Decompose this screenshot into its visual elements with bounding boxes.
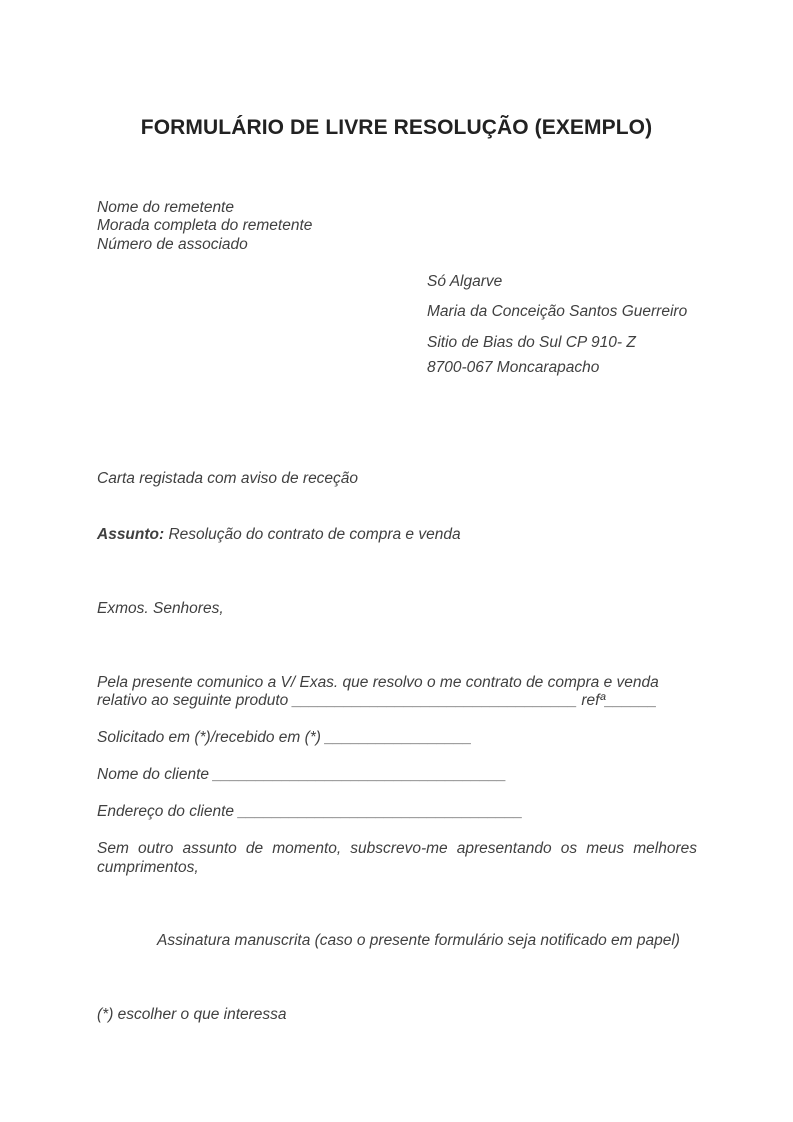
greeting: Exmos. Senhores, — [97, 600, 224, 617]
sender-name: Nome do remetente — [97, 199, 234, 216]
subject-label: Assunto: — [97, 526, 165, 543]
body-line-2: relativo ao seguinte produto _________________________________ refª______ — [97, 692, 657, 709]
recipient-name: Maria da Conceição Santos Guerreiro — [427, 303, 688, 320]
subject-line — [97, 526, 461, 545]
sender-address: Morada completa do remetente — [97, 217, 313, 234]
footnote: (*) escolher o que interessa — [97, 1006, 287, 1023]
recipient-company: Só Algarve — [427, 273, 503, 290]
signature-line: Assinatura manuscrita (caso o presente formulário seja notificado em papel) — [157, 932, 680, 949]
requested-received-field: Solicitado em (*)/recebido em (*) _________________ — [97, 729, 472, 746]
recipient-street: Sitio de Bias do Sul CP 910- Z — [427, 334, 636, 351]
closing-paragraph: Sem outro assunto de momento, subscrevo-me apresentando os meus melhores cumprimentos, — [97, 840, 697, 876]
client-name-field: Nome do cliente __________________________________ — [97, 766, 507, 783]
registered-mail-note: Carta registada com aviso de receção — [97, 470, 359, 487]
subject-text: Resolução do contrato de compra e venda — [164, 526, 461, 543]
recipient-postcode: 8700-067 Moncarapacho — [427, 359, 600, 376]
document-title: FORMULÁRIO DE LIVRE RESOLUÇÃO (EXEMPLO) — [140, 116, 653, 139]
client-address-field: Endereço do cliente _________________________________ — [97, 803, 523, 820]
sender-member-number: Número de associado — [97, 236, 248, 253]
body-line-1: Pela presente comunico a V/ Exas. que resolvo o me contrato de compra e venda — [97, 674, 659, 691]
